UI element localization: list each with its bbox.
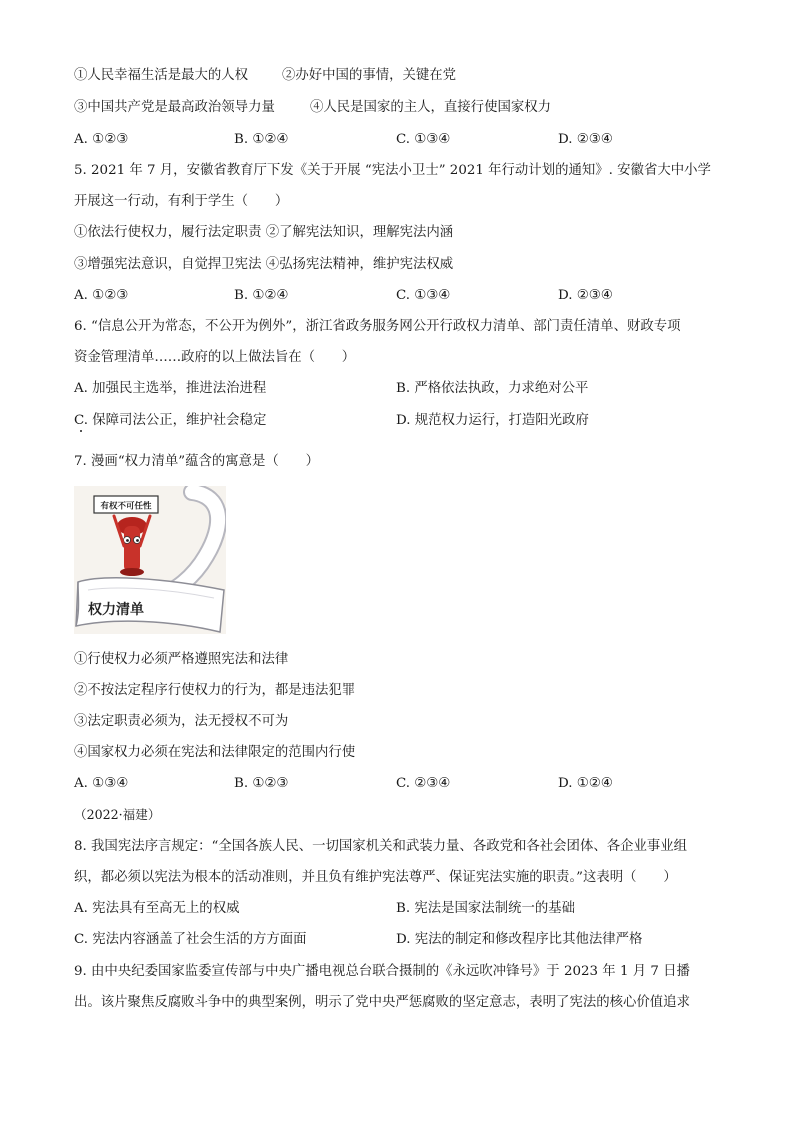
q8-stem-line2: 织，都必须以宪法为根本的活动准则，并且负有维护宪法尊严、保证宪法实施的职责。”这表明（ ） [74,870,677,885]
q5-statements-line2: ③增强宪法意识，自觉捍卫宪法 ④弘扬宪法精神，维护宪法权威 [74,257,454,272]
q6-options-row2 [74,411,734,431]
q9-stem-line2: 出。该片聚焦反腐败斗争中的典型案例，明示了党中央严惩腐败的坚定意志，表明了宪法的核心价值追求 [74,995,690,1010]
q6-option-a[interactable]: A. 加强民主选举，推进法治进程 [74,381,267,396]
q8-option-c[interactable]: C. 宪法内容涵盖了社会生活的方方面面 [74,932,307,947]
q8-options-row1 [74,899,734,919]
q6-stem-line1: 6. “信息公开为常态，不公开为例外”，浙江省政务服务网公开行政权力清单、部门责任清单、财政专项 [74,319,681,334]
q6-stem-line2: 资金管理清单……政府的以上做法旨在（ ） [74,350,356,365]
q5-option-b[interactable]: B. ①②④ [234,288,289,303]
q4-statement-1: ①人民幸福生活是最大的人权 [74,68,249,83]
q8-option-b[interactable]: B. 宪法是国家法制统一的基础 [396,901,576,916]
q6-option-c[interactable]: C. 保障司法公正，维护社会稳定 [74,413,267,428]
q8-option-d[interactable]: D. 宪法的制定和修改程序比其他法律严格 [396,932,643,947]
q4-option-d[interactable]: D. ②③④ [558,132,613,147]
q5-stem-line1: 5. 2021 年 7 月，安徽省教育厅下发《关于开展 “宪法小卫士” 2021 年行动计划的通知》. 安徽省大中小学 [74,163,711,178]
q7-option-c[interactable]: C. ②③④ [396,776,451,791]
q4-options [74,130,734,150]
q8-stem-line1: 8. 我国宪法序言规定：“全国各族人民、一切国家机关和武装力量、各政党和各社会团体、各企业事业组 [74,839,688,854]
q7-statement-3: ③法定职责必须为，法无授权不可为 [74,714,289,729]
q9-stem-line1: 9. 由中央纪委国家监委宣传部与中央广播电视总台联合摄制的《永远吹冲锋号》于 2023 年 1 月 7 日播 [74,964,690,979]
source-note: （2022·福建） [74,807,161,822]
q4-statement-2: ②办好中国的事情，关键在党 [282,68,457,83]
q7-options [74,774,734,794]
q7-option-b[interactable]: B. ①②③ [234,776,289,791]
q7-statement-2: ②不按法定程序行使权力的行为，都是违法犯罪 [74,683,356,698]
q4-option-c[interactable]: C. ①③④ [396,132,451,147]
q4-statement-3: ③中国共产党是最高政治领导力量 [74,100,275,115]
q7-statement-1: ①行使权力必须严格遵照宪法和法律 [74,652,289,667]
q6-option-d[interactable]: D. 规范权力运行，打造阳光政府 [396,413,589,428]
stray-mark [80,430,82,432]
q4-statements-line2 [74,98,734,118]
q7-statement-4: ④国家权力必须在宪法和法律限定的范围内行使 [74,745,356,760]
q5-statements-line1: ①依法行使权力，履行法定职责 ②了解宪法知识，理解宪法内涵 [74,225,454,240]
q4-statement-4: ④人民是国家的主人，直接行使国家权力 [310,100,552,115]
q4-statements-line1 [74,66,734,86]
q5-stem-line2: 开展这一行动，有利于学生（ ） [74,194,289,209]
q6-option-b[interactable]: B. 严格依法执政，力求绝对公平 [396,381,589,396]
q7-option-d[interactable]: D. ①②④ [558,776,613,791]
power-list-cartoon [74,486,226,634]
q6-options-row1 [74,379,734,399]
q7-option-a[interactable]: A. ①③④ [74,776,129,791]
q5-option-d[interactable]: D. ②③④ [558,288,613,303]
q5-option-a[interactable]: A. ①②③ [74,288,129,303]
cartoon-caption: 权力清单 [88,602,144,618]
q4-option-b[interactable]: B. ①②④ [234,132,289,147]
q5-options [74,286,734,306]
q8-options-row2 [74,930,734,950]
q7-stem: 7. 漫画“权力清单”蕴含的寓意是（ ） [74,454,319,469]
q8-option-a[interactable]: A. 宪法具有至高无上的权威 [74,901,240,916]
q5-option-c[interactable]: C. ①③④ [396,288,451,303]
q4-option-a[interactable]: A. ①②③ [74,132,129,147]
cartoon-sign-text: 有权不可任性 [100,501,152,512]
